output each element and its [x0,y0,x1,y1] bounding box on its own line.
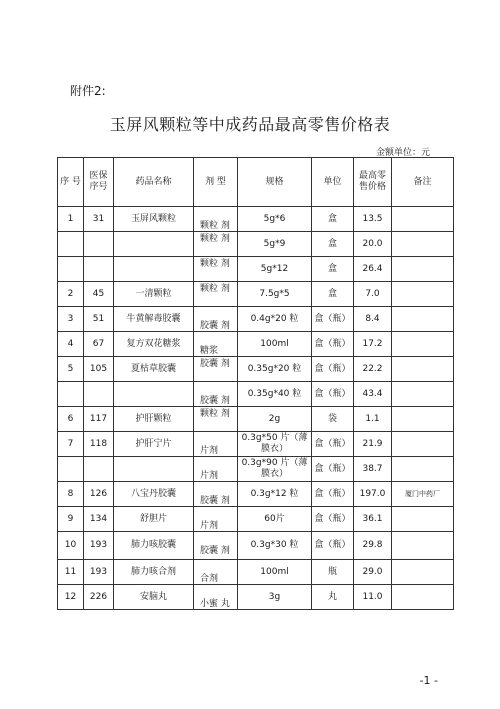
row-spec-cell: 100ml [238,560,312,585]
row-note-cell [392,560,454,585]
row-dosage-cell [194,232,238,257]
row-insurance-cell: 67 [84,332,114,357]
table-row [58,232,454,257]
dosage-text: 合剂 [200,574,219,584]
row-unit-cell: 盒（瓶） [312,532,354,560]
row-note-cell [392,532,454,560]
row-spec-cell: 0.3g*30 粒 [238,532,312,560]
row-unit-cell: 盒（瓶） [312,332,354,357]
table-row [58,560,454,585]
row-order-cell [58,382,84,407]
row-drug-name-cell: 舒胆片 [114,507,194,532]
dosage-text: 颗粒 剂 [200,284,230,294]
row-drug-name-cell: 复方双花糖浆 [114,332,194,357]
table-row [58,307,454,332]
row-order-cell: 3 [58,307,84,332]
dosage-text: 颗粒 剂 [200,234,230,244]
row-order-cell: 9 [58,507,84,532]
row-unit-cell: 丸 [312,585,354,610]
row-insurance-cell [84,232,114,257]
row-insurance-cell: 134 [84,507,114,532]
row-dosage-cell [194,282,238,307]
row-price-cell: 22.2 [354,357,392,382]
row-note-cell [392,307,454,332]
row-drug-name-cell [114,257,194,282]
row-spec-cell: 100ml [238,332,312,357]
row-unit-cell: 盒（瓶） [312,457,354,482]
row-note-cell [392,282,454,307]
row-dosage-cell [194,432,238,457]
row-drug-name-cell: 肺力咳合剂 [114,560,194,585]
table-row [58,257,454,282]
row-order-cell: 7 [58,432,84,457]
header-unit: 单位 [312,158,354,207]
row-spec-cell: 0.35g*40 粒 [238,382,312,407]
row-unit-cell: 袋 [312,407,354,432]
table-row [58,585,454,610]
table-row [58,207,454,232]
row-insurance-cell: 226 [84,585,114,610]
row-note-cell [392,407,454,432]
row-insurance-cell: 118 [84,432,114,457]
row-spec-cell: 60片 [238,507,312,532]
row-drug-name-cell [114,382,194,407]
dosage-text: 小蜜 丸 [200,599,230,609]
row-insurance-cell: 105 [84,357,114,382]
header-drug-name: 药品名称 [114,158,194,207]
row-dosage-cell [194,357,238,382]
row-order-cell [58,232,84,257]
row-order-cell: 10 [58,532,84,560]
row-unit-cell: 盒（瓶） [312,432,354,457]
row-insurance-cell: 193 [84,532,114,560]
row-spec-cell: 0.4g*20 粒 [238,307,312,332]
row-price-cell: 20.0 [354,232,392,257]
row-unit-cell: 盒（瓶） [312,357,354,382]
row-drug-name-cell [114,232,194,257]
row-insurance-cell [84,382,114,407]
row-drug-name-cell: 安脑丸 [114,585,194,610]
row-insurance-cell: 45 [84,282,114,307]
row-unit-cell: 盒（瓶） [312,482,354,507]
row-price-cell: 13.5 [354,207,392,232]
dosage-text: 片剂 [200,446,219,456]
row-order-cell [58,457,84,482]
row-dosage-cell [194,257,238,282]
dosage-text: 片剂 [200,471,219,481]
row-price-cell: 38.7 [354,457,392,482]
row-insurance-cell: 117 [84,407,114,432]
header-row [58,158,454,207]
row-order-cell: 5 [58,357,84,382]
row-price-cell: 11.0 [354,585,392,610]
row-dosage-cell [194,332,238,357]
header-spec: 规格 [238,158,312,207]
row-unit-cell: 盒（瓶） [312,307,354,332]
row-insurance-cell: 193 [84,560,114,585]
row-note-cell [392,432,454,457]
row-price-cell: 36.1 [354,507,392,532]
row-spec-cell: 0.3g*50 片（薄膜衣） [238,432,312,457]
row-unit-cell: 盒 [312,282,354,307]
row-drug-name-cell: 肺力咳胶囊 [114,532,194,560]
row-order-cell: 1 [58,207,84,232]
row-dosage-cell [194,307,238,332]
row-price-cell: 29.0 [354,560,392,585]
row-note-cell [392,207,454,232]
row-price-cell: 29.8 [354,532,392,560]
row-order-cell: 4 [58,332,84,357]
dosage-text: 片剂 [200,521,219,531]
row-spec-cell: 0.3g*12 粒 [238,482,312,507]
row-dosage-cell [194,585,238,610]
row-price-cell: 26.4 [354,257,392,282]
row-spec-cell: 7.5g*5 [238,282,312,307]
dosage-text: 胶囊 剂 [200,359,230,369]
row-unit-cell: 盒 [312,232,354,257]
row-dosage-cell [194,457,238,482]
table-row [58,532,454,560]
row-dosage-cell [194,407,238,432]
row-drug-name-cell: 护肝宁片 [114,432,194,457]
row-spec-cell: 5g*6 [238,207,312,232]
table-row [58,482,454,507]
header-max-price: 最高零 售价格 [354,158,392,207]
row-drug-name-cell: 八宝丹胶囊 [114,482,194,507]
table-row [58,507,454,532]
table-row [58,282,454,307]
row-order-cell [58,257,84,282]
dosage-text: 胶囊 剂 [200,396,230,406]
row-note-cell [392,457,454,482]
row-price-cell: 7.0 [354,282,392,307]
row-drug-name-cell: 一清颗粒 [114,282,194,307]
dosage-text: 糖浆 [200,346,219,356]
row-note-cell: 厦门中药厂 [392,482,454,507]
row-spec-cell: 0.3g*90 片（薄膜衣） [238,457,312,482]
row-dosage-cell [194,507,238,532]
dosage-text: 胶囊 剂 [200,546,230,556]
row-order-cell: 11 [58,560,84,585]
dosage-text: 胶囊 剂 [200,321,230,331]
row-spec-cell: 5g*12 [238,257,312,282]
page-number: -1 - [419,674,438,687]
row-insurance-cell: 31 [84,207,114,232]
row-note-cell [392,332,454,357]
row-unit-cell: 盒 [312,257,354,282]
row-dosage-cell [194,382,238,407]
row-note-cell [392,585,454,610]
currency-unit-note: 金额单位：元 [375,148,430,158]
row-dosage-cell [194,532,238,560]
header-dosage-form: 剂 型 [194,158,238,207]
row-price-cell: 1.1 [354,407,392,432]
table-row [58,407,454,432]
document-title: 玉屏风颗粒等中成药品最高零售价格表 [109,115,391,134]
dosage-text: 颗粒 剂 [200,259,230,269]
row-insurance-cell [84,257,114,282]
row-unit-cell: 盒 [312,207,354,232]
row-price-cell: 21.9 [354,432,392,457]
row-unit-cell: 盒（瓶） [312,507,354,532]
row-spec-cell: 3g [238,585,312,610]
row-insurance-cell: 126 [84,482,114,507]
row-drug-name-cell: 玉屏风颗粒 [114,207,194,232]
row-spec-cell: 0.35g*20 粒 [238,357,312,382]
table-body [58,207,454,610]
dosage-text: 颗粒 剂 [200,221,230,231]
row-drug-name-cell [114,457,194,482]
row-note-cell [392,507,454,532]
row-price-cell: 197.0 [354,482,392,507]
table-row [58,332,454,357]
row-price-cell: 8.4 [354,307,392,332]
row-spec-cell: 5g*9 [238,232,312,257]
attachment-label: 附件2: [70,84,106,98]
table-row [58,432,454,457]
row-order-cell: 6 [58,407,84,432]
row-drug-name-cell: 牛黄解毒胶囊 [114,307,194,332]
dosage-text: 胶囊 剂 [200,496,230,506]
row-insurance-cell: 51 [84,307,114,332]
row-order-cell: 12 [58,585,84,610]
row-drug-name-cell: 夏枯草胶囊 [114,357,194,382]
row-note-cell [392,232,454,257]
header-note: 备注 [392,158,454,207]
row-unit-cell: 盒（瓶） [312,382,354,407]
row-insurance-cell [84,457,114,482]
header-order: 序 号 [58,158,84,207]
price-table [57,157,454,610]
row-dosage-cell [194,207,238,232]
row-drug-name-cell: 护肝颗粒 [114,407,194,432]
row-note-cell [392,357,454,382]
row-price-cell: 17.2 [354,332,392,357]
row-unit-cell: 瓶 [312,560,354,585]
table-row [58,357,454,382]
row-order-cell: 8 [58,482,84,507]
row-note-cell [392,382,454,407]
row-order-cell: 2 [58,282,84,307]
table-row [58,457,454,482]
row-dosage-cell [194,482,238,507]
row-dosage-cell [194,560,238,585]
header-insurance-no: 医保序号 [84,158,114,207]
row-note-cell [392,257,454,282]
table-row [58,382,454,407]
dosage-text: 颗粒 剂 [200,409,230,419]
row-price-cell: 43.4 [354,382,392,407]
row-spec-cell: 2g [238,407,312,432]
